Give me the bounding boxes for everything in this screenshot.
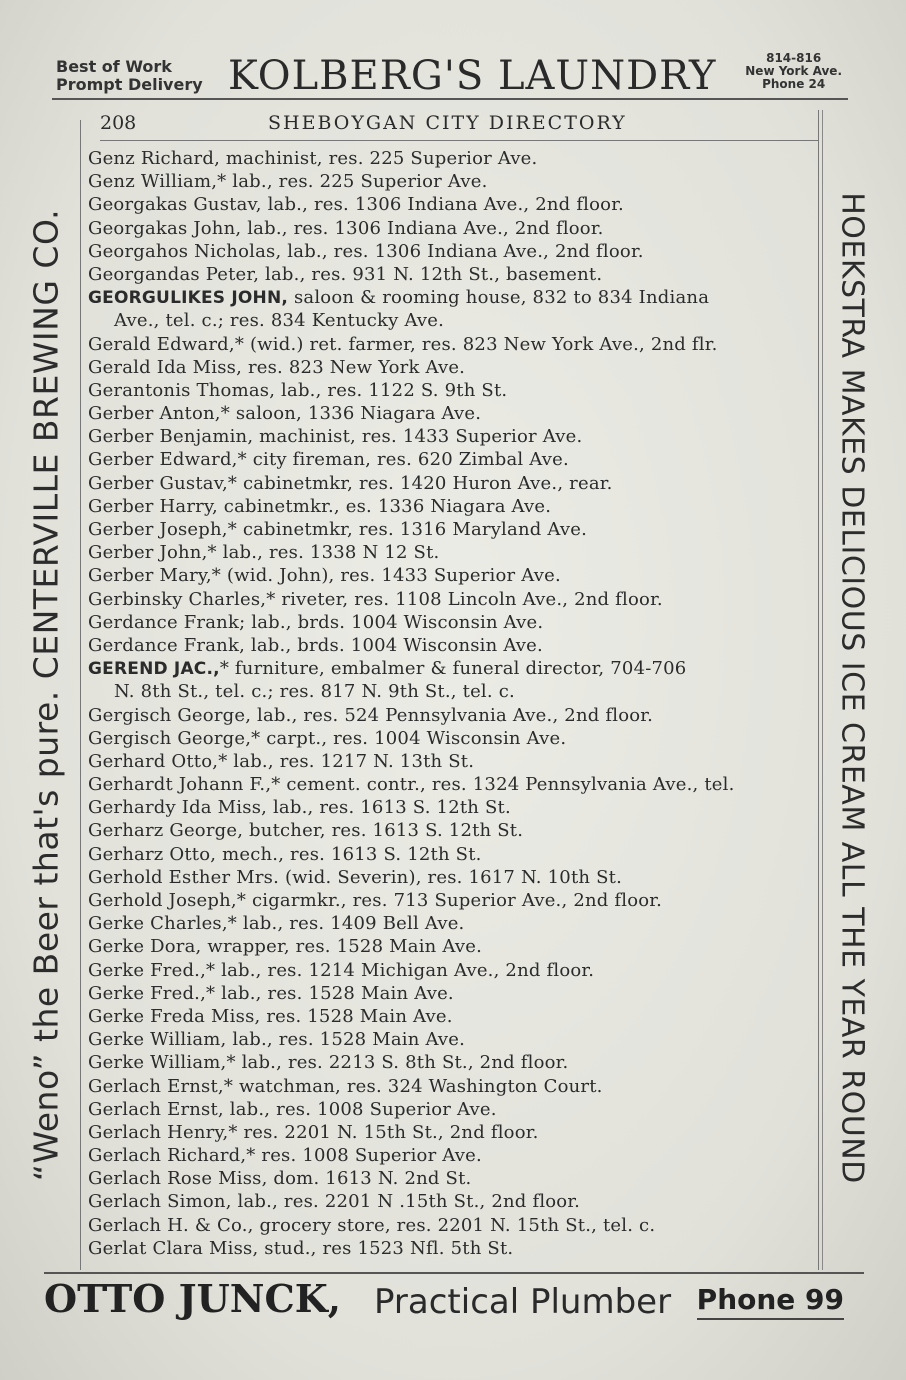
entry-text: Gerke Fred.,* lab., res. 1214 Michigan Ave., 2nd floor.: [88, 959, 595, 981]
ad-address-street: New York Ave.: [745, 64, 842, 78]
entry-text: Gerber Harry, cabinetmkr., es. 1336 Niagara Ave.: [88, 495, 552, 517]
directory-entry: [88, 796, 818, 819]
entry-text: Gergisch George, lab., res. 524 Pennsylvania Ave., 2nd floor.: [88, 704, 654, 726]
right-divider: [818, 110, 819, 1270]
left-margin-ad: [8, 120, 78, 1270]
entry-text: Gerald Ida Miss, res. 823 New York Ave.: [88, 356, 466, 378]
entry-text: saloon & rooming house, 832 to 834 Indiana: [288, 287, 710, 309]
top-divider: [52, 98, 848, 100]
directory-entry: [88, 819, 818, 842]
right-margin-ad: [822, 118, 882, 1268]
entry-text: Gerke Freda Miss, res. 1528 Main Ave.: [88, 1005, 453, 1027]
entry-text: Gerke Fred.,* lab., res. 1528 Main Ave.: [88, 982, 454, 1004]
ad-tagline-line2: Prompt Delivery: [56, 75, 203, 94]
directory-entry: [88, 541, 818, 564]
directory-entry: [88, 379, 818, 402]
directory-entry: [88, 1190, 818, 1213]
entry-text: Gerdance Frank, lab., brds. 1004 Wisconsin Ave.: [88, 634, 543, 656]
directory-entry: [88, 657, 818, 680]
entry-text: Gerlach Ernst, lab., res. 1008 Superior Ave.: [88, 1098, 497, 1120]
entry-text: Gerharz George, butcher, res. 1613 S. 12th St.: [88, 820, 524, 842]
running-head: SHEBOYGAN CITY DIRECTORY: [268, 112, 627, 134]
entry-text: Georgandas Peter, lab., res. 931 N. 12th St., basement.: [88, 263, 603, 285]
entry-text: Gerke William,* lab., res. 2213 S. 8th St., 2nd floor.: [88, 1052, 569, 1074]
directory-entry: [88, 564, 818, 587]
directory-entry: [88, 611, 818, 634]
entry-text: Gerlach Ernst,* watchman, res. 324 Washington Court.: [88, 1075, 603, 1097]
directory-entry: [88, 634, 818, 657]
ad-plumber-phone: Phone 99: [697, 1282, 844, 1320]
directory-entry: [88, 1214, 818, 1237]
entry-text: Gerdance Frank; lab., brds. 1004 Wisconsin Ave.: [88, 611, 544, 633]
entry-text: Gerlach H. & Co., grocery store, res. 2201 N. 15th St., tel. c.: [88, 1214, 656, 1236]
entry-text: Gerhold Joseph,* cigarmkr., res. 713 Superior Ave., 2nd floor.: [88, 890, 663, 911]
directory-entry: [88, 1144, 818, 1167]
directory-entry: [88, 356, 818, 379]
entry-text: Gerber Mary,* (wid. John), res. 1433 Superior Ave.: [88, 565, 561, 587]
entry-text: Gerber Benjamin, machinist, res. 1433 Superior Ave.: [88, 426, 583, 448]
page-header: [100, 110, 818, 141]
entry-text: Gerlat Clara Miss, stud., res 1523 Nfl. 5th St.: [88, 1237, 514, 1259]
entry-bold-name: GEREND JAC.,: [88, 659, 220, 680]
entry-text: Gerber Edward,* city fireman, res. 620 Zimbal Ave.: [88, 449, 569, 471]
directory-entry: [88, 1167, 818, 1190]
entry-text: Gerhardt Johann F.,* cement. contr., res. 1324 Pennsylvania Ave., tel.: [88, 774, 735, 796]
directory-entry: [88, 240, 818, 263]
entry-text: Gerlach Richard,* res. 1008 Superior Ave.: [88, 1145, 482, 1167]
directory-entry: [88, 495, 818, 518]
entry-text: Genz Richard, machinist, res. 225 Superior Ave.: [88, 148, 538, 169]
entry-bold-name: GEORGULIKES JOHN,: [88, 288, 289, 309]
directory-entry: [88, 704, 818, 727]
directory-entry: [88, 750, 818, 773]
directory-entry: [88, 982, 818, 1005]
directory-entry: [88, 912, 818, 935]
directory-entry: [88, 959, 818, 982]
directory-entry: [88, 1005, 818, 1028]
entry-text: Georgahos Nicholas, lab., res. 1306 Indiana Ave., 2nd floor.: [88, 240, 644, 262]
entry-text: N. 8th St., tel. c.; res. 817 N. 9th St., tel. c.: [114, 681, 515, 703]
directory-entry: [88, 193, 818, 216]
directory-entry: [88, 727, 818, 750]
ad-plumber-trade: Practical Plumber: [374, 1282, 672, 1322]
entry-text: Gerbinsky Charles,* riveter, res. 1108 Lincoln Ave., 2nd floor.: [88, 588, 663, 610]
directory-entry: [88, 402, 818, 425]
directory-entry: [88, 773, 818, 796]
ad-phone: Phone 24: [762, 77, 826, 91]
bottom-divider: [44, 1272, 864, 1274]
entry-text: Genz William,* lab., res. 225 Superior Ave.: [88, 171, 488, 193]
entry-text: Gergisch George,* carpt., res. 1004 Wisconsin Ave.: [88, 727, 567, 749]
entry-text: Gerber Anton,* saloon, 1336 Niagara Ave.: [88, 403, 482, 425]
ad-plumber-name: OTTO JUNCK,: [44, 1276, 341, 1321]
entry-text: Gerlach Rose Miss, dom. 1613 N. 2nd St.: [88, 1168, 472, 1190]
entry-text: Gerke Charles,* lab., res. 1409 Bell Ave.: [88, 913, 465, 935]
entry-text: Gerlach Henry,* res. 2201 N. 15th St., 2nd floor.: [88, 1121, 539, 1143]
directory-entry-continuation: [88, 309, 818, 332]
entry-text: Gerhardy Ida Miss, lab., res. 1613 S. 12th St.: [88, 797, 511, 819]
right-margin-ad-text: HOEKSTRA MAKES DELICIOUS ICE CREAM ALL THE YEAR ROUND: [834, 192, 870, 1184]
directory-entry: [88, 448, 818, 471]
entry-text: Gerharz Otto, mech., res. 1613 S. 12th St.: [88, 843, 482, 865]
directory-entry: [88, 518, 818, 541]
otto-junck-ad: [44, 1276, 864, 1326]
left-margin-ad-text: “Weno” the Beer that's pure. CENTERVILLE BREWING CO.: [26, 208, 66, 1182]
ad-address: [745, 52, 842, 91]
directory-entry: [88, 147, 818, 170]
entry-text: Gerber Joseph,* cabinetmkr, res. 1316 Maryland Ave.: [88, 519, 587, 540]
ad-tagline: [56, 58, 203, 94]
entry-text: Gerlach Simon, lab., res. 2201 N .15th St., 2nd floor.: [88, 1191, 581, 1213]
ad-tagline-line1: Best of Work: [56, 57, 172, 76]
directory-entry: [88, 843, 818, 866]
entry-text: Gerke William, lab., res. 1528 Main Ave.: [88, 1029, 466, 1051]
page-number: 208: [100, 112, 137, 134]
directory-entry: [88, 333, 818, 356]
directory-entry: [88, 263, 818, 286]
directory-entries: [88, 147, 818, 1260]
entry-text: * furniture, embalmer & funeral director, 704-706: [219, 658, 687, 680]
directory-entry: [88, 217, 818, 240]
entry-text: Gerber Gustav,* cabinetmkr, res. 1420 Huron Ave., rear.: [88, 472, 613, 494]
kolbergs-laundry-ad: [50, 48, 850, 100]
entry-text: Gerantonis Thomas, lab., res. 1122 S. 9th St.: [88, 379, 508, 401]
directory-entry: [88, 1098, 818, 1121]
entry-text: Georgakas John, lab., res. 1306 Indiana Ave., 2nd floor.: [88, 217, 604, 239]
directory-entry: [88, 472, 818, 495]
directory-entry: [88, 170, 818, 193]
directory-entry: [88, 286, 818, 309]
entry-text: Gerke Dora, wrapper, res. 1528 Main Ave.: [88, 936, 482, 958]
directory-entry: [88, 1121, 818, 1144]
directory-entry: [88, 588, 818, 611]
directory-entry-continuation: [88, 680, 818, 703]
entry-text: Gerhard Otto,* lab., res. 1217 N. 13th St.: [88, 750, 475, 772]
directory-entry: [88, 1028, 818, 1051]
directory-entry: [88, 1237, 818, 1260]
directory-entry: [88, 1075, 818, 1098]
entry-text: Ave., tel. c.; res. 834 Kentucky Ave.: [114, 310, 445, 332]
left-divider: [80, 120, 81, 1270]
directory-entry: [88, 935, 818, 958]
entry-text: Gerald Edward,* (wid.) ret. farmer, res. 823 New York Ave., 2nd flr.: [88, 333, 718, 355]
directory-entry: [88, 425, 818, 448]
entry-text: Gerber John,* lab., res. 1338 N 12 St.: [88, 542, 440, 564]
directory-entry: [88, 1051, 818, 1074]
directory-entry: [88, 889, 818, 912]
entry-text: Georgakas Gustav, lab., res. 1306 Indiana Ave., 2nd floor.: [88, 194, 624, 216]
directory-entry: [88, 866, 818, 889]
entry-text: Gerhold Esther Mrs. (wid. Severin), res. 1617 N. 10th St.: [88, 866, 622, 888]
ad-title: KOLBERG'S LAUNDRY: [228, 53, 717, 99]
ad-address-number: 814-816: [766, 51, 822, 65]
